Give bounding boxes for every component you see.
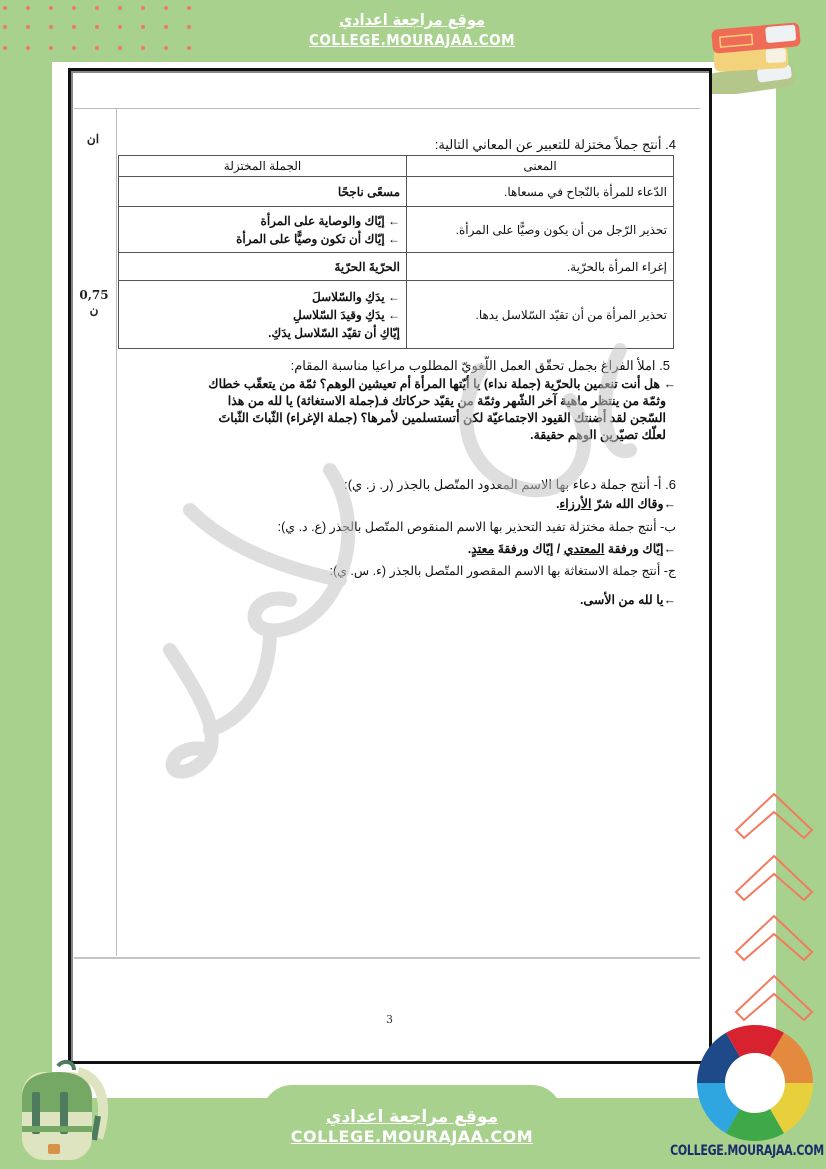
dots-row-1 <box>0 6 203 12</box>
answer-line: ← إيّاك أن تكون وصيًّا على المرأة <box>236 231 400 246</box>
answer-text: / إيّاك ورفقةَ <box>494 542 564 556</box>
question-5-title: 5. املأ الفراغ بجمل تحقّق العمل اللّغويّ المطلوب مراعيا مناسبة المقام: <box>290 358 670 373</box>
grade-score <box>76 288 112 318</box>
underlined-word: الأرزاء <box>559 497 592 511</box>
question-6b-answer <box>120 541 676 558</box>
answer-line: ← هل أنت تنعمين بالحرّية (جملة نداء) يا أيّتها المرأة أم تعيشين الوهم؟ ثمّة من يتعقّب خطاك <box>208 377 676 391</box>
frame-left <box>0 0 52 1169</box>
answer-cell <box>119 207 407 253</box>
underlined-word: المعتدي <box>563 542 605 556</box>
table-row <box>119 177 674 207</box>
score-unit: ن <box>89 303 99 317</box>
answer-cell: الحرّيةَ الحرّيةَ <box>119 253 407 281</box>
question-6b-title: ب- أنتج جملة مختزلة تفيد التحذير بها الاسم المنقوص المتّصل بالجذر (ع. د. ي): <box>277 520 676 534</box>
table-row <box>119 253 674 281</box>
answer-punct: . <box>555 497 560 511</box>
site-url[interactable]: COLLEGE.MOURAJAA.COM <box>308 31 516 49</box>
answer-line: ← إيّاك والوصاية على المرأة <box>260 213 400 228</box>
question-5-answer <box>120 376 676 444</box>
meaning-cell: تحذير الرّجل من أن يكون وصيًّا على المرأة. <box>407 207 674 253</box>
underlined-word: معتدٍ <box>471 542 495 556</box>
badge-site-url[interactable]: COLLEGE.MOURAJAA.COM <box>670 1142 824 1159</box>
question-6c-title: ج- أنتج جملة الاستغاثة بها الاسم المقصور المتّصل بالجذر (ء. س. ي): <box>329 564 676 578</box>
meaning-cell: تحذير المرأة من أن تقيّد السّلاسل يدها. <box>407 281 674 349</box>
chevrons-decoration-icon <box>734 792 814 1042</box>
dots-row-3 <box>0 46 203 52</box>
answer-line: ← يدَكِ وقيدَ السّلاسلِ <box>293 307 400 322</box>
answer-punct: . <box>467 542 472 556</box>
grade-label-top: ان <box>86 132 100 146</box>
answer-line: لعلّك تصيّرين الوهم حقيقة. <box>530 428 666 442</box>
backpack-icon <box>8 1058 108 1166</box>
header-meaning: المعنى <box>407 156 674 177</box>
table-row <box>119 207 674 253</box>
answer-line: إيّاكِ أن تقيّد السّلاسل يدَكِ. <box>268 325 400 340</box>
question-4-title: 4. أنتج جملاً مختزلة للتعبير عن المعاني التالية: <box>434 137 676 152</box>
answer-text: ←إيّاك ورفقة <box>604 542 676 556</box>
answer-line: وثمّة من ينتظر ماهية آخر الشّهر وثمّة من يقيّد حركاتك فـ(جملة الاستغاثة) يا لله من هذا <box>227 394 666 408</box>
score-value: 0,75 <box>79 288 109 302</box>
grade-column-divider <box>116 108 117 956</box>
header-reduced-sentence: الجملة المختزلة <box>119 156 407 177</box>
footer-site-banner[interactable] <box>262 1085 562 1169</box>
answer-line: ← يدَكِ والسّلاسلَ <box>312 289 400 304</box>
books-stack-icon <box>700 12 810 94</box>
question-6c-answer: ←يا لله من الأسى. <box>579 593 676 607</box>
answer-line: السّجن لقد أضنتك القيود الاجتماعيّة لكن أتستسلمين لأمرها؟ (جملة الإغراء) الثّباتَ الثّباتَ <box>218 411 666 425</box>
footer-site-name-ar: موقع مراجعة اعدادي <box>325 1107 499 1127</box>
header-site-banner[interactable] <box>262 0 562 60</box>
meaning-cell: إغراء المرأة بالحرّية. <box>407 253 674 281</box>
education-ring-logo-icon <box>696 1024 814 1142</box>
dots-row-2 <box>0 25 203 31</box>
table-row <box>119 281 674 349</box>
meaning-cell: الدّعاء للمرأة بالنّجاح في مسعاها. <box>407 177 674 207</box>
site-name-ar: موقع مراجعة اعدادي <box>339 10 485 29</box>
meanings-table <box>118 155 674 349</box>
question-6a-title: 6. أ- أنتج جملة دعاء بها الاسم المعدود المتّصل بالجذر (ر. ز. ي): <box>344 477 676 492</box>
question-6a-answer <box>120 496 676 513</box>
answer-cell <box>119 281 407 349</box>
footer-site-url[interactable]: COLLEGE.MOURAJAA.COM <box>290 1127 534 1146</box>
page-number: 3 <box>386 1013 393 1026</box>
answer-cell: مسعًى ناجحًا <box>119 177 407 207</box>
answer-text: ←وقاك الله شرّ <box>591 497 676 511</box>
